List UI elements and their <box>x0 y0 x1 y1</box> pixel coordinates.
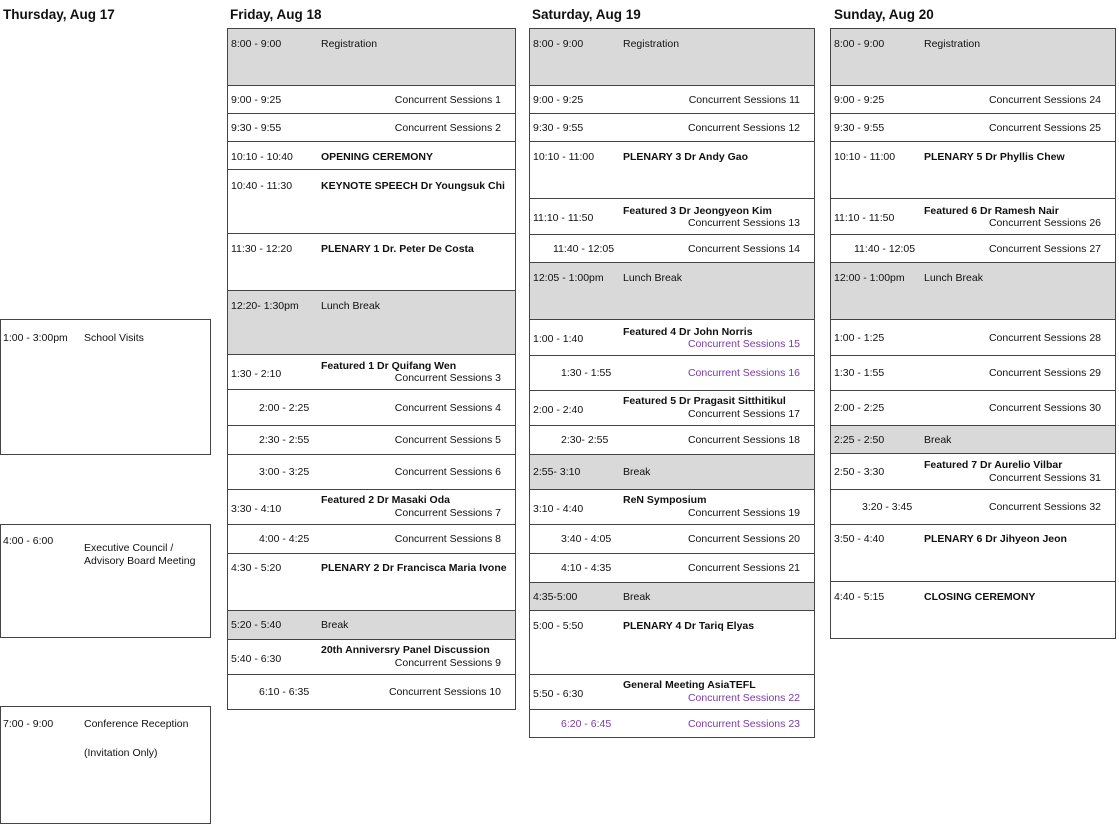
sunday-row-lunch[interactable] <box>830 262 1116 320</box>
friday-row-cs8[interactable] <box>227 524 516 554</box>
session-label: Concurrent Sessions 31 <box>988 472 1101 484</box>
event-label: Featured 3 Dr Jeongyeon Kim <box>623 205 772 217</box>
time-label: 4:35-5:00 <box>533 591 578 603</box>
time-label: 1:00 - 1:25 <box>834 332 885 344</box>
saturday-row-featured3[interactable] <box>529 198 815 235</box>
session-label: Concurrent Sessions 26 <box>988 217 1101 229</box>
event-label: KEYNOTE SPEECH Dr Youngsuk Chi <box>321 180 505 192</box>
time-label: 12:00 - 1:00pm <box>834 272 905 284</box>
thursday-conference-reception[interactable] <box>0 706 211 824</box>
event-label: Featured 7 Dr Aurelio Vilbar <box>924 459 1063 471</box>
session-label: Concurrent Sessions 24 <box>988 94 1101 106</box>
time-label: 2:30 - 2:55 <box>259 434 310 446</box>
friday-row-cs5[interactable] <box>227 425 516 455</box>
friday-row-featured2[interactable] <box>227 489 516 525</box>
time-label: 8:00 - 9:00 <box>533 38 584 50</box>
event-label: Registration <box>924 38 981 50</box>
session-label: Concurrent Sessions 16 <box>687 367 800 379</box>
session-label: Concurrent Sessions 2 <box>394 122 501 134</box>
event-label: Registration <box>321 38 378 50</box>
saturday-row-cs14[interactable] <box>529 234 815 263</box>
event-label: Registration <box>623 38 680 50</box>
time-label: 3:20 - 3:45 <box>862 501 913 513</box>
event-label: Conference Reception <box>84 718 189 730</box>
event-label: PLENARY 5 Dr Phyllis Chew <box>924 151 1065 163</box>
saturday-row-plenary4[interactable] <box>529 610 815 675</box>
friday-row-opening[interactable] <box>227 141 516 170</box>
friday-row-featured1[interactable] <box>227 354 516 390</box>
session-label: Concurrent Sessions 20 <box>687 533 800 545</box>
time-label: 10:10 - 11:00 <box>533 151 595 163</box>
friday-row-cs4[interactable] <box>227 389 516 426</box>
session-label: Concurrent Sessions 10 <box>388 686 501 698</box>
session-label: Concurrent Sessions 15 <box>687 338 800 350</box>
time-label: 3:50 - 4:40 <box>834 533 885 545</box>
session-label: Concurrent Sessions 17 <box>687 408 800 420</box>
friday-row-registration[interactable] <box>227 28 516 86</box>
saturday-row-cs11[interactable] <box>529 85 815 114</box>
time-label: 11:40 - 12:05 <box>553 243 615 255</box>
event-label: Featured 1 Dr Quifang Wen <box>321 360 457 372</box>
session-label: Concurrent Sessions 6 <box>394 466 501 478</box>
session-label: Concurrent Sessions 9 <box>394 657 501 669</box>
time-label: 3:30 - 4:10 <box>231 503 282 515</box>
time-label: 11:10 - 11:50 <box>834 212 895 224</box>
saturday-row-featured4[interactable] <box>529 319 815 356</box>
event-label: Break <box>924 434 952 446</box>
friday-row-keynote[interactable] <box>227 169 516 234</box>
time-label: 12:05 - 1:00pm <box>533 272 604 284</box>
event-label: PLENARY 1 Dr. Peter De Costa <box>321 243 474 255</box>
saturday-row-lunch[interactable] <box>529 262 815 320</box>
friday-row-cs2[interactable] <box>227 113 516 142</box>
time-label: 9:00 - 9:25 <box>231 94 282 106</box>
event-label: Lunch Break <box>924 272 983 284</box>
saturday-row-cs18[interactable] <box>529 425 815 455</box>
sunday-row-featured7[interactable] <box>830 453 1116 490</box>
time-label: 10:10 - 11:00 <box>834 151 896 163</box>
time-label: 5:40 - 6:30 <box>231 653 282 665</box>
event-label: PLENARY 4 Dr Tariq Elyas <box>623 620 755 632</box>
session-label: Concurrent Sessions 21 <box>687 562 800 574</box>
friday-row-panel[interactable] <box>227 639 516 675</box>
time-label: 10:40 - 11:30 <box>231 180 293 192</box>
friday-row-cs6[interactable] <box>227 454 516 490</box>
time-label: 11:30 - 12:20 <box>231 243 293 255</box>
sunday-row-break[interactable] <box>830 425 1116 454</box>
session-label: Concurrent Sessions 29 <box>988 367 1101 379</box>
time-label: 1:00 - 3:00pm <box>3 332 68 344</box>
saturday-row-cs20[interactable] <box>529 524 815 554</box>
time-label: 9:30 - 9:55 <box>834 122 885 134</box>
sunday-row-cs24[interactable] <box>830 85 1116 114</box>
time-label: 4:00 - 6:00 <box>3 535 54 547</box>
day-title-thursday: Thursday, Aug 17 <box>3 7 115 22</box>
time-label: 11:40 - 12:05 <box>854 243 916 255</box>
saturday-row-cs21[interactable] <box>529 553 815 583</box>
saturday-row-ren-symposium[interactable] <box>529 489 815 525</box>
event-label: Featured 4 Dr John Norris <box>623 326 753 338</box>
time-label: 2:55- 3:10 <box>533 466 581 478</box>
time-label: 10:10 - 10:40 <box>231 151 293 163</box>
time-label: 2:25 - 2:50 <box>834 434 885 446</box>
sunday-row-cs28[interactable] <box>830 319 1116 356</box>
time-label: 5:50 - 6:30 <box>533 688 584 700</box>
time-label: 9:00 - 9:25 <box>834 94 885 106</box>
sunday-row-featured6[interactable] <box>830 198 1116 235</box>
time-label: 2:00 - 2:25 <box>834 402 885 414</box>
time-label: 5:00 - 5:50 <box>533 620 584 632</box>
saturday-row-plenary3[interactable] <box>529 141 815 199</box>
saturday-row-cs23[interactable] <box>529 709 815 738</box>
event-label: Lunch Break <box>623 272 682 284</box>
sunday-row-cs32[interactable] <box>830 489 1116 525</box>
time-label: 1:30 - 1:55 <box>834 367 885 379</box>
session-label: Concurrent Sessions 5 <box>394 434 501 446</box>
thursday-executive-council[interactable] <box>0 524 211 638</box>
friday-row-plenary1[interactable] <box>227 233 516 291</box>
time-label: 5:20 - 5:40 <box>231 619 282 631</box>
time-label: 6:10 - 6:35 <box>259 686 310 698</box>
session-label: Concurrent Sessions 12 <box>687 122 800 134</box>
time-label: 9:30 - 9:55 <box>231 122 282 134</box>
time-label: 12:20- 1:30pm <box>231 300 299 312</box>
time-label: 4:40 - 5:15 <box>834 591 885 603</box>
event-label: Featured 5 Dr Pragasit Sitthitikul <box>623 395 786 407</box>
friday-row-lunch[interactable] <box>227 290 516 355</box>
event-label: OPENING CEREMONY <box>321 151 434 163</box>
day-title-sunday: Sunday, Aug 20 <box>834 7 934 22</box>
session-label: Concurrent Sessions 19 <box>687 507 800 519</box>
saturday-row-featured5[interactable] <box>529 390 815 426</box>
session-label: Concurrent Sessions 32 <box>988 501 1101 513</box>
friday-row-cs1[interactable] <box>227 85 516 114</box>
event-label: Executive Council / <box>84 542 174 554</box>
time-label: 4:10 - 4:35 <box>561 562 612 574</box>
sunday-row-closing[interactable] <box>830 581 1116 639</box>
time-label: 2:30- 2:55 <box>561 434 609 446</box>
time-label: 2:00 - 2:40 <box>533 404 584 416</box>
session-label: Concurrent Sessions 18 <box>687 434 800 446</box>
session-label: Concurrent Sessions 30 <box>988 402 1101 414</box>
event-label: General Meeting AsiaTEFL <box>623 679 756 691</box>
event-label: 20th Anniversry Panel Discussion <box>321 644 490 656</box>
session-label: Concurrent Sessions 27 <box>988 243 1101 255</box>
event-label: School Visits <box>84 332 144 344</box>
friday-row-plenary2[interactable] <box>227 553 516 611</box>
event-label: Featured 6 Dr Ramesh Nair <box>924 205 1059 217</box>
session-label: Concurrent Sessions 7 <box>394 507 501 519</box>
saturday-row-break2[interactable] <box>529 582 815 611</box>
session-label: Concurrent Sessions 1 <box>394 94 501 106</box>
time-label: 3:40 - 4:05 <box>561 533 612 545</box>
day-title-friday: Friday, Aug 18 <box>230 7 322 22</box>
event-label-line2: Advisory Board Meeting <box>84 555 196 567</box>
time-label: 2:50 - 3:30 <box>834 466 885 478</box>
session-label: Concurrent Sessions 13 <box>687 217 800 229</box>
time-label: 7:00 - 9:00 <box>3 718 54 730</box>
thursday-school-visits[interactable] <box>0 319 211 455</box>
sunday-row-registration[interactable] <box>830 28 1116 86</box>
event-label: Lunch Break <box>321 300 380 312</box>
time-label: 2:00 - 2:25 <box>259 402 310 414</box>
event-label: ReN Symposium <box>623 494 707 506</box>
event-label-line2: (Invitation Only) <box>84 747 158 759</box>
time-label: 1:30 - 1:55 <box>561 367 612 379</box>
event-label: Featured 2 Dr Masaki Oda <box>321 494 450 506</box>
sunday-row-plenary6[interactable] <box>830 524 1116 582</box>
time-label: 3:00 - 3:25 <box>259 466 310 478</box>
time-label: 6:20 - 6:45 <box>561 718 612 730</box>
time-label: 11:10 - 11:50 <box>533 212 594 224</box>
session-label: Concurrent Sessions 23 <box>687 718 800 730</box>
event-label: Break <box>623 466 651 478</box>
session-label: Concurrent Sessions 28 <box>988 332 1101 344</box>
sunday-row-cs25[interactable] <box>830 113 1116 142</box>
event-label: PLENARY 6 Dr Jihyeon Jeon <box>924 533 1067 545</box>
saturday-row-registration[interactable] <box>529 28 815 86</box>
saturday-row-break1[interactable] <box>529 454 815 490</box>
session-label: Concurrent Sessions 8 <box>394 533 501 545</box>
time-label: 1:00 - 1:40 <box>533 333 584 345</box>
event-label: Break <box>623 591 651 603</box>
friday-row-cs10[interactable] <box>227 674 516 710</box>
event-label: Break <box>321 619 349 631</box>
time-label: 3:10 - 4:40 <box>533 503 584 515</box>
time-label: 8:00 - 9:00 <box>834 38 885 50</box>
event-label: CLOSING CEREMONY <box>924 591 1036 603</box>
day-title-saturday: Saturday, Aug 19 <box>532 7 641 22</box>
event-label: PLENARY 3 Dr Andy Gao <box>623 151 749 163</box>
time-label: 4:00 - 4:25 <box>259 533 310 545</box>
sunday-row-cs29[interactable] <box>830 355 1116 391</box>
session-label: Concurrent Sessions 4 <box>394 402 501 414</box>
session-label: Concurrent Sessions 14 <box>687 243 800 255</box>
sunday-row-plenary5[interactable] <box>830 141 1116 199</box>
time-label: 8:00 - 9:00 <box>231 38 282 50</box>
sunday-row-cs27[interactable] <box>830 234 1116 263</box>
time-label: 9:00 - 9:25 <box>533 94 584 106</box>
time-label: 4:30 - 5:20 <box>231 562 282 574</box>
session-label: Concurrent Sessions 11 <box>688 94 800 106</box>
saturday-row-general-meeting[interactable] <box>529 674 815 710</box>
friday-row-break[interactable] <box>227 610 516 640</box>
session-label: Concurrent Sessions 22 <box>687 692 800 704</box>
session-label: Concurrent Sessions 25 <box>988 122 1101 134</box>
time-label: 1:30 - 2:10 <box>231 368 282 380</box>
session-label: Concurrent Sessions 3 <box>394 372 501 384</box>
saturday-row-cs16[interactable] <box>529 355 815 391</box>
time-label: 9:30 - 9:55 <box>533 122 584 134</box>
saturday-row-cs12[interactable] <box>529 113 815 142</box>
sunday-row-cs30[interactable] <box>830 390 1116 426</box>
event-label: PLENARY 2 Dr Francisca Maria Ivone <box>321 562 507 574</box>
